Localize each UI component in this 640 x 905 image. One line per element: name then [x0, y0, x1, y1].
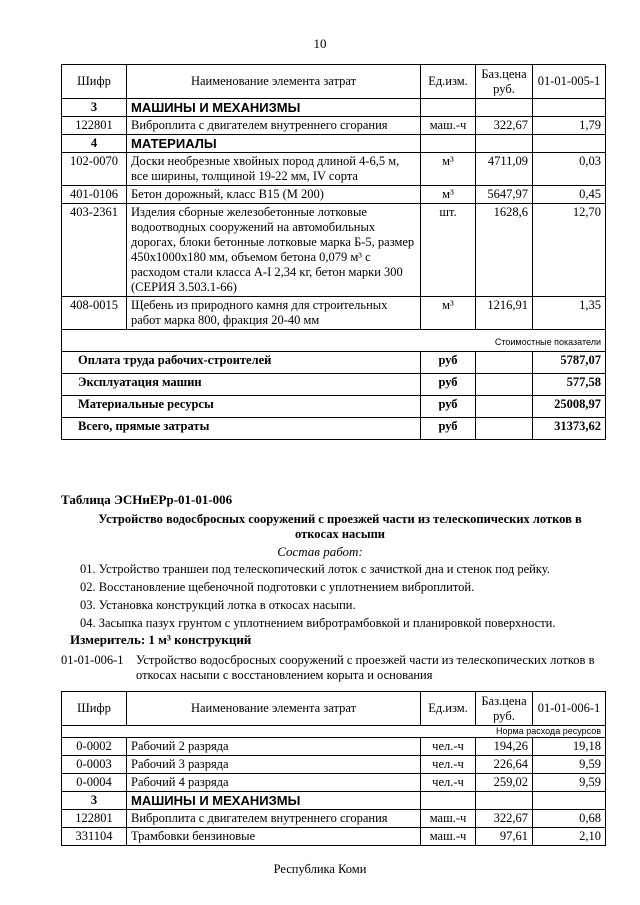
table-header-row	[62, 692, 606, 726]
row-name: Рабочий 4 разряда	[127, 774, 421, 792]
work-item: 02. Восстановление щебеночной подготовки с уплотнением виброплитой.	[80, 580, 475, 594]
row-name: Рабочий 2 разряда	[127, 738, 421, 756]
table-row	[62, 810, 606, 828]
row-code: 122801	[62, 117, 127, 135]
row-unit: шт.	[421, 204, 476, 297]
row-name: Виброплита с двигателем внутреннего сгорания	[127, 117, 421, 135]
row-code: 401-0106	[62, 186, 127, 204]
section-number: 3	[62, 792, 127, 810]
row-name: Трамбовки бензиновые	[127, 828, 421, 846]
header-unit: Ед.изм.	[421, 692, 476, 726]
cost-indicators-row	[62, 330, 606, 352]
row-price: 194,26	[476, 738, 533, 756]
section-title: МАТЕРИАЛЫ	[127, 135, 421, 153]
row-value: 9,59	[533, 756, 606, 774]
section-number: 4	[62, 135, 127, 153]
cost-indicators-label: Стоимостные показатели	[62, 330, 606, 352]
table-header-row	[62, 65, 606, 99]
row-price: 4711,09	[476, 153, 533, 186]
header-name: Наименование элемента затрат	[127, 65, 421, 99]
row-unit: маш.-ч	[421, 810, 476, 828]
row-code: 122801	[62, 810, 127, 828]
norm-label-row	[62, 726, 606, 738]
row-value: 2,10	[533, 828, 606, 846]
section-number: 3	[62, 99, 127, 117]
section-heading: Устройство водосбросных сооружений с проезжей части из телескопических лотков в откосах насыпи	[98, 512, 582, 541]
table-row	[62, 756, 606, 774]
summary-unit: руб	[421, 418, 476, 440]
row-name: Щебень из природного камня для строительных работ марка 800, фракция 20-40 мм	[127, 297, 421, 330]
table-row	[62, 738, 606, 756]
header-unit: Ед.изм.	[421, 65, 476, 99]
work-item: 04. Засыпка пазух грунтом с уплотнением вибротрамбовкой и планировкой поверхности.	[80, 616, 556, 630]
row-price: 322,67	[476, 117, 533, 135]
header-norm-code: 01-01-005-1	[533, 65, 606, 99]
row-price: 322,67	[476, 810, 533, 828]
summary-value: 5787,07	[533, 352, 606, 374]
row-unit: маш.-ч	[421, 117, 476, 135]
summary-label: Оплата труда рабочих-строителей	[62, 352, 421, 374]
row-unit: чел.-ч	[421, 738, 476, 756]
section-title: МАШИНЫ И МЕХАНИЗМЫ	[127, 99, 421, 117]
row-code: 0-0002	[62, 738, 127, 756]
measure-unit: Измеритель: 1 м³ конструкций	[70, 632, 252, 647]
header-price: Баз.цена руб.	[476, 65, 533, 99]
header-price: Баз.цена руб.	[476, 692, 533, 726]
summary-unit: руб	[421, 374, 476, 396]
row-name: Доски необрезные хвойных пород длиной 4-6,5 м, все ширины, толщиной 19-22 мм, IV сорта	[127, 153, 421, 186]
section-row	[62, 99, 606, 117]
summary-label: Всего, прямые затраты	[62, 418, 421, 440]
summary-value: 31373,62	[533, 418, 606, 440]
header-norm-code: 01-01-006-1	[533, 692, 606, 726]
row-unit: чел.-ч	[421, 756, 476, 774]
row-price: 226,64	[476, 756, 533, 774]
summary-value: 25008,97	[533, 396, 606, 418]
row-value: 0,45	[533, 186, 606, 204]
row-price: 1216,91	[476, 297, 533, 330]
section-title: МАШИНЫ И МЕХАНИЗМЫ	[127, 792, 421, 810]
row-code: 408-0015	[62, 297, 127, 330]
summary-value: 577,58	[533, 374, 606, 396]
footer-region: Республика Коми	[273, 862, 367, 876]
summary-label: Материальные ресурсы	[62, 396, 421, 418]
table-row	[62, 153, 606, 186]
row-unit: чел.-ч	[421, 774, 476, 792]
header-name: Наименование элемента затрат	[127, 692, 421, 726]
row-value: 0,68	[533, 810, 606, 828]
row-name: Бетон дорожный, класс В15 (М 200)	[127, 186, 421, 204]
resource-table-005	[61, 64, 606, 440]
work-item: 01. Устройство траншеи под телескопический лоток с зачисткой дна и стенок под рейку.	[80, 562, 550, 576]
work-composition-subtitle: Состав работ:	[277, 544, 363, 559]
row-unit: маш.-ч	[421, 828, 476, 846]
summary-unit: руб	[421, 396, 476, 418]
row-price: 5647,97	[476, 186, 533, 204]
section-row	[62, 135, 606, 153]
summary-row	[62, 374, 606, 396]
work-item: 03. Установка конструкций лотка в откосах насыпи.	[80, 598, 356, 612]
row-code: 0-0003	[62, 756, 127, 774]
table-row	[62, 204, 606, 297]
position-description: Устройство водосбросных сооружений с проезжей части из телескопических лотков в откосах насыпи с восстановлением корыта и основания	[136, 653, 595, 682]
table-row	[62, 186, 606, 204]
table-title: Таблица ЭСНиЕРр-01-01-006	[61, 492, 233, 507]
row-unit: м³	[421, 153, 476, 186]
page-number: 10	[313, 36, 327, 51]
row-value: 19,18	[533, 738, 606, 756]
row-code: 102-0070	[62, 153, 127, 186]
row-name: Изделия сборные железобетонные лотковые водоотводных сооружений на автомобильных дорогах, блоки бетонные лотковые марка Б-5, размер 450x1000x180 мм, объемом бетона 0,079 м³ с расходом стали класса А-I 2,34 кг, бетон марки 300 (СЕРИЯ 3.503.1-66)	[127, 204, 421, 297]
summary-label: Эксплуатация машин	[62, 374, 421, 396]
row-code: 331104	[62, 828, 127, 846]
header-code: Шифр	[62, 692, 127, 726]
row-unit: м³	[421, 186, 476, 204]
table-row	[62, 774, 606, 792]
summary-row	[62, 418, 606, 440]
row-unit: м³	[421, 297, 476, 330]
header-code: Шифр	[62, 65, 127, 99]
summary-row	[62, 352, 606, 374]
row-value: 12,70	[533, 204, 606, 297]
table-row	[62, 117, 606, 135]
row-price: 97,61	[476, 828, 533, 846]
table-row	[62, 297, 606, 330]
row-price: 1628,6	[476, 204, 533, 297]
summary-row	[62, 396, 606, 418]
row-name: Виброплита с двигателем внутреннего сгорания	[127, 810, 421, 828]
row-price: 259,02	[476, 774, 533, 792]
norm-label: Норма расхода ресурсов	[62, 726, 606, 738]
position-code: 01-01-006-1	[61, 653, 124, 667]
row-value: 9,59	[533, 774, 606, 792]
row-value: 1,79	[533, 117, 606, 135]
row-code: 403-2361	[62, 204, 127, 297]
table-row	[62, 828, 606, 846]
row-value: 0,03	[533, 153, 606, 186]
resource-table-006	[61, 691, 606, 846]
row-code: 0-0004	[62, 774, 127, 792]
row-name: Рабочий 3 разряда	[127, 756, 421, 774]
row-value: 1,35	[533, 297, 606, 330]
section-row	[62, 792, 606, 810]
summary-unit: руб	[421, 352, 476, 374]
